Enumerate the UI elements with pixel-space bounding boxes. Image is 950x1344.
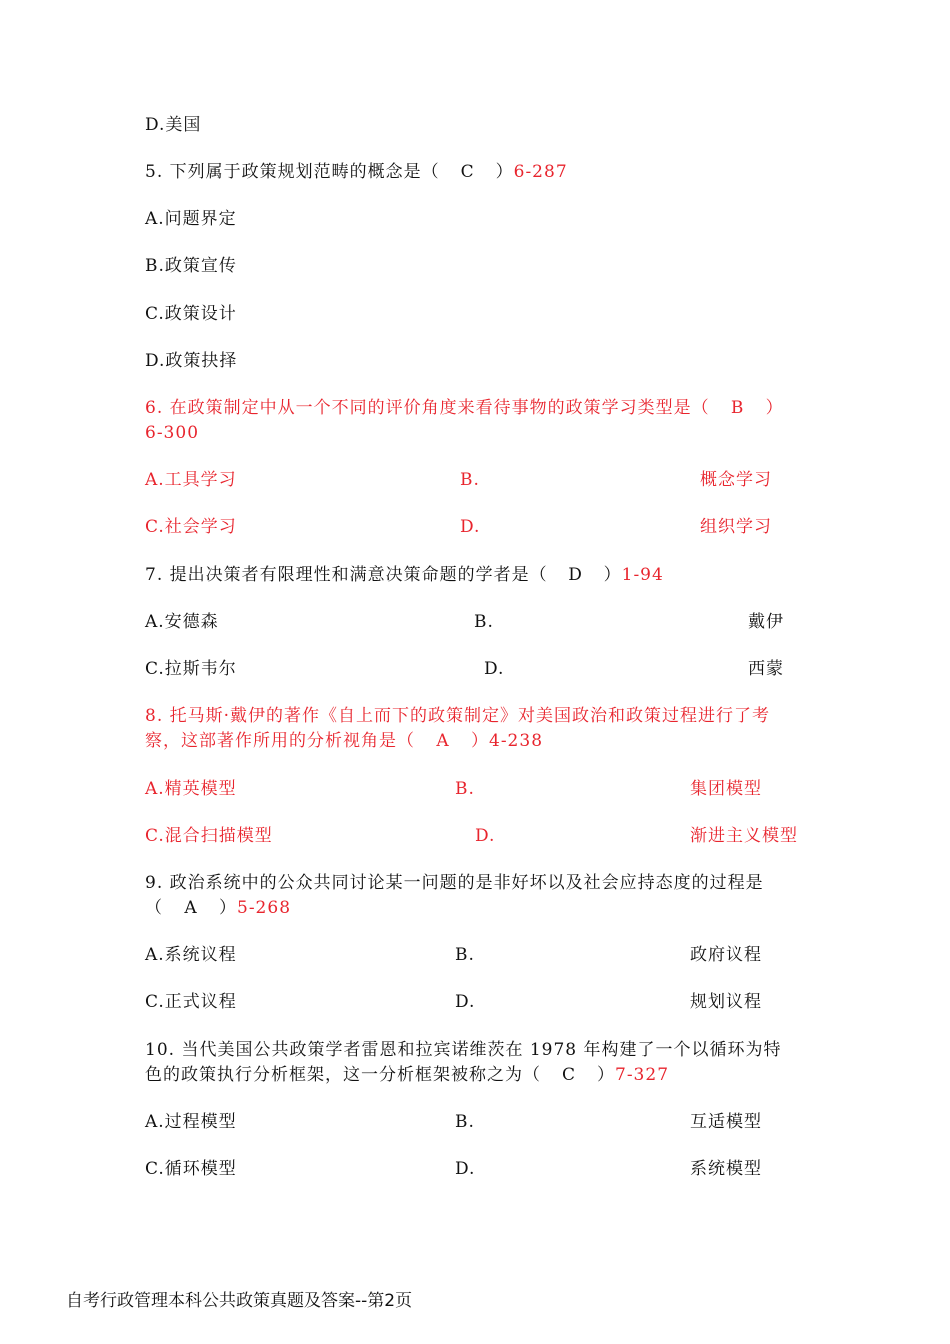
q9-close: ）: [219, 898, 237, 918]
q10-answer: C: [561, 1065, 576, 1085]
q9-option-d: D.: [455, 992, 476, 1012]
q5-close: ）: [495, 162, 514, 182]
q5-option-a: A.问题界定: [145, 209, 237, 229]
q9-stem-line1: 9. 政治系统中的公众共同讨论某一问题的是非好坏以及社会应持态度的过程是: [145, 873, 764, 893]
q6-close: ）: [765, 398, 784, 418]
q8-option-b: B.: [455, 779, 475, 799]
q6-option-b: B.: [460, 470, 480, 490]
q9-option-a: A.系统议程: [145, 945, 237, 965]
q9-stem-line2: [145, 896, 291, 921]
page-footer: 自考行政管理本科公共政策真题及答案--第2页: [66, 1291, 413, 1311]
q8-stem-text: 察，这部著作所用的分析视角是（: [145, 731, 415, 751]
q8-stem-line2: [145, 729, 543, 754]
q9-option-c: C.正式议程: [145, 992, 237, 1012]
q10-option-d-text: 系统模型: [690, 1159, 762, 1179]
q8-option-d-text: 渐进主义模型: [690, 826, 798, 846]
q5-stem: [145, 160, 568, 185]
q10-option-b-text: 互适模型: [690, 1112, 762, 1132]
q8-option-c: C.混合扫描模型: [145, 826, 273, 846]
q8-ref: 4-238: [489, 731, 544, 751]
q10-option-b: B.: [455, 1112, 475, 1132]
q7-ref: 1-94: [621, 565, 664, 585]
q6-option-d: D.: [460, 517, 481, 537]
q5-stem-text: 5. 下列属于政策规划范畴的概念是（: [145, 162, 440, 182]
q6-option-c: C.社会学习: [145, 517, 237, 537]
q9-option-b-text: 政府议程: [690, 945, 762, 965]
q5-option-b: B.政策宣传: [145, 256, 237, 276]
q10-close: ）: [597, 1065, 615, 1085]
q5-ref: 6-287: [513, 162, 568, 182]
q4-option-d: D.美国: [145, 115, 202, 135]
q10-ref: 7-327: [615, 1065, 670, 1085]
q10-stem-line2: [145, 1063, 669, 1088]
q8-option-b-text: 集团模型: [690, 779, 762, 799]
q7-option-b-text: 戴伊: [748, 612, 784, 632]
q8-option-d: D.: [475, 826, 496, 846]
q9-stem-text: （: [145, 898, 163, 918]
q10-option-a: A.过程模型: [145, 1112, 237, 1132]
q7-option-c: C.拉斯韦尔: [145, 659, 237, 679]
q10-stem-text: 色的政策执行分析框架，这一分析框架被称之为（: [145, 1065, 541, 1085]
q7-stem: [145, 563, 664, 588]
q9-ref: 5-268: [237, 898, 292, 918]
q10-option-d: D.: [455, 1159, 476, 1179]
q8-option-a: A.精英模型: [145, 779, 237, 799]
q6-answer: B: [730, 398, 745, 418]
q5-option-d: D.政策抉择: [145, 351, 238, 371]
q9-answer: A: [184, 898, 198, 918]
q6-ref: 6-300: [145, 423, 200, 443]
q7-option-a: A.安德森: [145, 612, 219, 632]
q5-option-c: C.政策设计: [145, 304, 237, 324]
q7-stem-text: 7. 提出决策者有限理性和满意决策命题的学者是（: [145, 565, 548, 585]
q5-answer: C: [460, 162, 475, 182]
q6-option-a: A.工具学习: [145, 470, 237, 490]
q8-stem-line1: 8. 托马斯·戴伊的著作《自上而下的政策制定》对美国政治和政策过程进行了考: [145, 706, 771, 726]
q7-answer: D: [568, 565, 583, 585]
q7-close: ）: [603, 565, 622, 585]
q6-stem: [145, 396, 784, 421]
q6-stem-text: 6. 在政策制定中从一个不同的评价角度来看待事物的政策学习类型是（: [145, 398, 710, 418]
q8-close: ）: [471, 731, 489, 751]
q6-option-d-text: 组织学习: [700, 517, 772, 537]
q8-answer: A: [436, 731, 450, 751]
q9-option-d-text: 规划议程: [690, 992, 762, 1012]
q6-option-b-text: 概念学习: [700, 470, 772, 490]
q7-option-d: D.: [484, 659, 505, 679]
q7-option-b: B.: [474, 612, 494, 632]
q10-stem-line1: 10. 当代美国公共政策学者雷恩和拉宾诺维茨在 1978 年构建了一个以循环为特: [145, 1040, 782, 1060]
q7-option-d-text: 西蒙: [748, 659, 784, 679]
q10-option-c: C.循环模型: [145, 1159, 237, 1179]
q9-option-b: B.: [455, 945, 475, 965]
